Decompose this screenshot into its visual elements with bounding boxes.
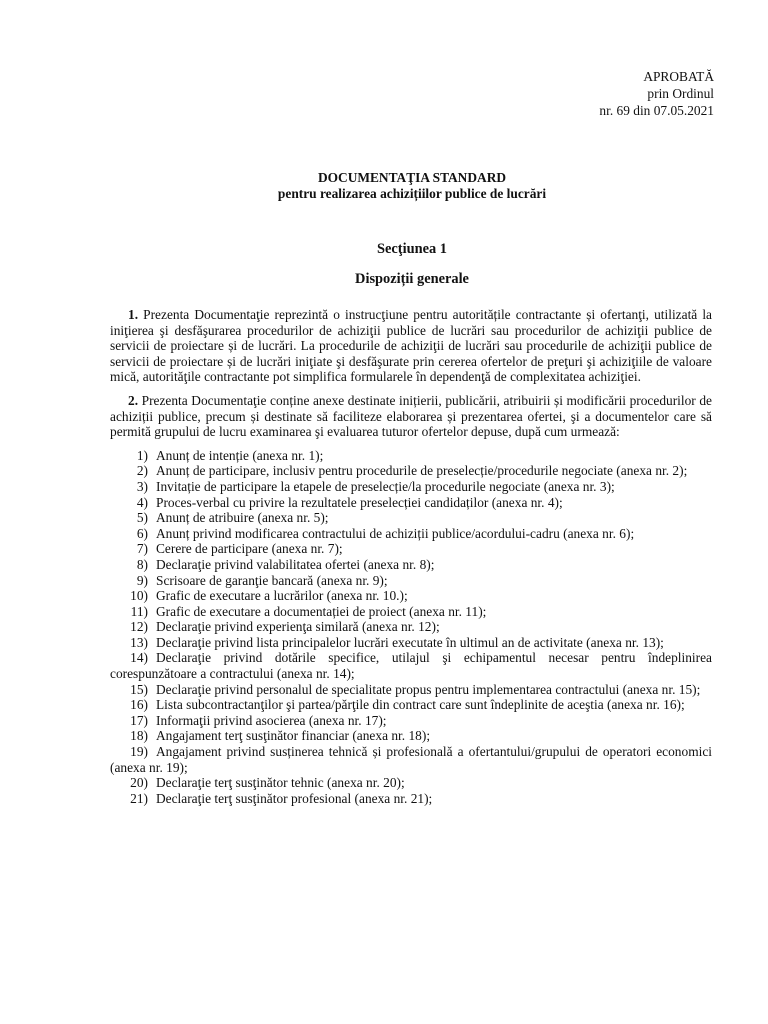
approval-order: prin Ordinul xyxy=(647,86,714,101)
list-item-text: Declaraţie terţ susţinător tehnic (anexa nr. 20); xyxy=(156,775,405,791)
list-item-number: 19) xyxy=(130,744,148,760)
list-item-number: 6) xyxy=(136,525,148,541)
list-item-number: 11) xyxy=(130,603,148,619)
list-item xyxy=(110,682,712,698)
list-item-number: 7) xyxy=(136,541,148,557)
document-header xyxy=(110,170,714,288)
list-item-number: 14) xyxy=(130,650,148,666)
list-item-text: Invitație de participare la etapele de preselecție/la procedurile negociate (anexa nr. 3); xyxy=(156,478,615,494)
list-item xyxy=(110,635,712,651)
approval-order-number: nr. 69 din 07.05.2021 xyxy=(599,103,714,118)
document-title: DOCUMENTAŢIA STANDARD xyxy=(317,170,507,185)
list-item-text: Declaraţie privind personalul de specialitate propus pentru implementarea contractului (anexa nr. 15); xyxy=(156,681,701,697)
list-item-number: 4) xyxy=(136,494,148,510)
list-item-number: 17) xyxy=(130,712,148,728)
list-item xyxy=(110,510,712,526)
list-item-text: Proces-verbal cu privire la rezultatele preselecției candidaților (anexa nr. 4); xyxy=(156,494,563,510)
list-item xyxy=(110,775,712,791)
list-item-number: 3) xyxy=(136,478,148,494)
list-item-text: Cerere de participare (anexa nr. 7); xyxy=(156,541,343,557)
list-item xyxy=(110,697,712,713)
list-item-text: Declaraţie privind valabilitatea ofertei (anexa nr. 8); xyxy=(156,556,435,572)
section-title: Dispoziții generale xyxy=(355,271,469,287)
list-item-text: Grafic de executare a lucrărilor (anexa nr. 10.); xyxy=(156,588,408,604)
paragraph-text: Prezenta Documentaţie reprezintă o instrucţiune pentru autoritățile contractante și ofertanţi, utilizată la iniţierea şi desfăşurarea procedurilor de achiziţii publice de lucrări sau procedurilor de achiziţii publice de servicii de proiectare și de lucrări. La procedurile de achiziţii de lucrări sau procedurile de achiziţii publice de servicii de proiectare și de lucrări iniţiate şi desfăşurate prin cererea ofertelor de preţuri şi achiziţiile de valoare mică, autorităţile contractante pot simplifica formularele în dependenţă de complexitatea achiziţiei. xyxy=(110,307,712,385)
list-item-number: 9) xyxy=(136,572,148,588)
list-item xyxy=(110,526,712,542)
list-item-text: Angajament privind susținerea tehnică și profesională a ofertantului/grupului de operatori economici (anexa nr. 19); xyxy=(110,744,712,775)
list-item-number: 16) xyxy=(130,697,148,713)
list-item-text: Anunț de atribuire (anexa nr. 5); xyxy=(156,510,329,526)
list-item-number: 8) xyxy=(136,556,148,572)
paragraph-number: 1. xyxy=(128,307,139,322)
list-item-number: 12) xyxy=(130,619,148,635)
list-item-text: Lista subcontractanţilor şi partea/părţile din contract care sunt îndeplinite de aceştia (anexa nr. 16); xyxy=(156,697,685,713)
list-item xyxy=(110,541,712,557)
document-body xyxy=(110,307,712,806)
paragraph-2 xyxy=(110,393,712,440)
list-item-text: Declaraţie privind lista principalelor lucrări executate în ultimul an de activitate (anexa nr. 13); xyxy=(156,634,664,650)
list-item-text: Anunț privind modificarea contractului de achiziții publice/acordului-cadru (anexa nr. 6); xyxy=(156,525,635,541)
list-item-text: Angajament terţ susţinător financiar (anexa nr. 18); xyxy=(156,728,431,744)
list-item-text: Declaraţie privind experienţa similară (anexa nr. 12); xyxy=(156,619,440,635)
list-item xyxy=(110,463,712,479)
list-item-text: Informaţii privind asocierea (anexa nr. 17); xyxy=(156,712,387,728)
approval-block xyxy=(599,68,714,119)
section-number: Secţiunea 1 xyxy=(377,241,447,257)
list-item-text: Anunț de intenție (anexa nr. 1); xyxy=(156,447,324,463)
list-item xyxy=(110,728,712,744)
list-item xyxy=(110,713,712,729)
list-item xyxy=(110,604,712,620)
list-item-number: 1) xyxy=(136,447,148,463)
list-item xyxy=(110,573,712,589)
list-item-text: Declaraţie privind dotările specifice, utilajul şi echipamentul necesar pentru îndeplinirea corespunzătoare a contractului (anexa nr. 14); xyxy=(110,650,712,682)
list-item-number: 15) xyxy=(130,681,148,697)
list-item xyxy=(110,744,712,775)
list-item-text: Declaraţie terţ susţinător profesional (anexa nr. 21); xyxy=(156,790,433,806)
list-item xyxy=(110,791,712,807)
list-item-number: 2) xyxy=(136,463,148,479)
list-item-number: 13) xyxy=(130,634,148,650)
list-item-text: Scrisoare de garanţie bancară (anexa nr. 9); xyxy=(156,572,388,588)
list-item xyxy=(110,588,712,604)
annex-list xyxy=(110,448,712,807)
list-item-text: Grafic de executare a documentației de proiect (anexa nr. 11); xyxy=(156,603,487,619)
list-item-number: 20) xyxy=(130,775,148,791)
approval-label: APROBATĂ xyxy=(643,69,714,84)
document-subtitle: pentru realizarea achizițiilor publice de lucrări xyxy=(277,186,547,201)
list-item xyxy=(110,557,712,573)
list-item xyxy=(110,650,712,681)
list-item-number: 18) xyxy=(130,728,148,744)
list-item xyxy=(110,479,712,495)
list-item-text: Anunț de participare, inclusiv pentru procedurile de preselecție/procedurile negociate (anexa nr. 2); xyxy=(156,463,688,479)
list-item-number: 5) xyxy=(136,510,148,526)
paragraph-1 xyxy=(110,307,712,385)
list-item-number: 21) xyxy=(130,790,148,806)
list-item xyxy=(110,495,712,511)
list-item xyxy=(110,448,712,464)
list-item xyxy=(110,619,712,635)
paragraph-number: 2. xyxy=(128,392,139,408)
paragraph-text: Prezenta Documentaţie conține anexe destinate inițierii, publicării, atribuirii și modificării procedurilor de achiziții publice, precum și destinate să faciliteze elaborarea și prezentarea ofertei, şi a documentelor care să permită grupului de lucru examinarea şi evaluarea tuturor ofertelor depuse, după cum urmează: xyxy=(110,392,712,440)
list-item-number: 10) xyxy=(130,588,148,604)
